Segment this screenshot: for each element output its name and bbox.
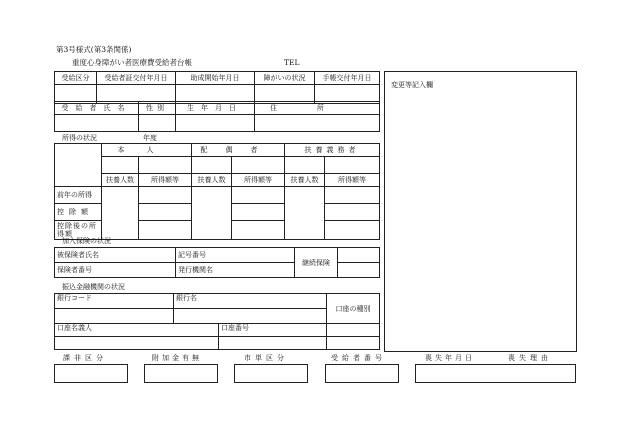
income-group-spouse: 配偶者: [192, 144, 285, 157]
continuation-field-a[interactable]: [338, 248, 380, 263]
cell-after-deduction-spouse[interactable]: [232, 221, 285, 240]
bank-table: [54, 293, 380, 350]
cell-after-deduction-self[interactable]: [139, 221, 192, 240]
header-address: 住所: [255, 102, 380, 115]
recipient-table: [54, 71, 380, 104]
footer-label-tax: 課非区分: [63, 354, 107, 362]
cell-dependents-spouse[interactable]: [192, 187, 232, 240]
account-number-label: 口座番号: [219, 324, 327, 337]
header-certificate-date: 受給者証交付年月日: [97, 72, 176, 85]
bank-name-label: 銀行名: [174, 294, 327, 309]
tel-label: TEL: [284, 58, 300, 67]
header-receipt-category: 受給区分: [55, 72, 97, 85]
field-recipient-name[interactable]: [55, 115, 139, 132]
header-birth-date: 生年月日: [176, 102, 255, 115]
form-title: 重度心身障がい者医療費受給者台帳: [72, 58, 192, 67]
header-handbook-date: 手帳交付年月日: [315, 72, 380, 85]
footer-box-city[interactable]: [234, 364, 308, 383]
footer-box-recipient-number[interactable]: [325, 364, 399, 383]
field-gender[interactable]: [139, 115, 176, 132]
income-table: [54, 143, 380, 240]
footer-label-city: 市単区分: [244, 354, 288, 362]
header-gender: 性別: [139, 102, 176, 115]
sub-dependents-spouse: 扶養人数: [192, 174, 232, 187]
income-group-self: 本人: [102, 144, 192, 157]
income-blank-spouse-b[interactable]: [232, 157, 285, 174]
row-after-deduction-label: 控除後の所得額: [55, 221, 102, 240]
income-blank-self-b[interactable]: [139, 157, 192, 174]
sub-income-spouse: 所得額等: [232, 174, 285, 187]
insured-number-label: 保険者番号: [55, 263, 176, 278]
cell-prev-income-spouse[interactable]: [232, 187, 285, 204]
change-notes-label: 変更等記入欄: [391, 81, 433, 89]
cell-dependents-dep[interactable]: [285, 187, 325, 240]
cell-deduction-spouse[interactable]: [232, 204, 285, 221]
income-corner-cell: [55, 144, 102, 174]
header-recipient-name: 受給者氏名: [55, 102, 139, 115]
footer-box-additional[interactable]: [144, 364, 218, 383]
recipient-table-2: [54, 101, 380, 132]
account-holder-field[interactable]: [55, 337, 219, 350]
sub-dependents-self: 扶養人数: [102, 174, 139, 187]
footer-box-tax[interactable]: [54, 364, 128, 383]
income-blank-self-a[interactable]: [102, 157, 139, 174]
footer-label-loss-reason: 喪失理由: [508, 354, 552, 362]
form-number: 第3号様式(第3条関係): [56, 45, 132, 54]
row-prev-income-label: 前年の所得: [55, 187, 102, 204]
continuation-field-b[interactable]: [338, 263, 380, 278]
cell-deduction-dep[interactable]: [325, 204, 380, 221]
account-number-field[interactable]: [219, 337, 327, 350]
cell-prev-income-dep[interactable]: [325, 187, 380, 204]
account-type-label: 口座の種別: [327, 294, 380, 324]
cell-dependents-self[interactable]: [102, 187, 139, 240]
cell-prev-income-self[interactable]: [139, 187, 192, 204]
insured-name-label: 被保険者氏名: [55, 248, 176, 263]
footer-label-recipient-number: 受給者番号: [331, 354, 386, 362]
account-type-field[interactable]: [327, 324, 380, 337]
issuer-label: 発行機関名: [176, 263, 295, 278]
bank-section-label: 振込金融機関の状況: [62, 283, 125, 291]
sub-dependents-dep: 扶養人数: [285, 174, 325, 187]
sub-income-self: 所得額等: [139, 174, 192, 187]
footer-label-loss-date: 喪失年月日: [425, 354, 475, 362]
bank-code-label: 銀行コード: [55, 294, 174, 309]
continuation-label: 継続保険: [295, 248, 338, 278]
sub-income-dep: 所得額等: [325, 174, 380, 187]
header-subsidy-start-date: 助成開始年月日: [176, 72, 255, 85]
bank-name-field[interactable]: [174, 309, 327, 324]
footer-box-loss[interactable]: [415, 364, 576, 383]
bank-code-field[interactable]: [55, 309, 174, 324]
income-blank-dep-a[interactable]: [285, 157, 325, 174]
field-address[interactable]: [255, 115, 380, 132]
account-holder-label: 口座名義人: [55, 324, 219, 337]
income-corner-bottom: [55, 174, 102, 187]
account-type-field-2[interactable]: [327, 337, 380, 350]
change-notes-box[interactable]: [384, 71, 577, 352]
income-group-dependent: 扶養義務者: [285, 144, 380, 157]
row-deduction-label: 控除額: [55, 204, 102, 221]
field-birth-date[interactable]: [176, 115, 255, 132]
insurance-table: [54, 247, 380, 278]
header-disability-status: 障がいの状況: [255, 72, 315, 85]
symbol-number-label: 記号番号: [176, 248, 295, 263]
cell-after-deduction-dep[interactable]: [325, 221, 380, 240]
income-section-label: 所得の状況: [62, 134, 97, 142]
income-year-label: 年度: [143, 134, 157, 142]
income-blank-dep-b[interactable]: [325, 157, 380, 174]
footer-label-additional: 附加金有無: [152, 354, 202, 362]
income-blank-spouse-a[interactable]: [192, 157, 232, 174]
insurance-section-label: 加入保険の状況: [62, 237, 111, 245]
cell-deduction-self[interactable]: [139, 204, 192, 221]
